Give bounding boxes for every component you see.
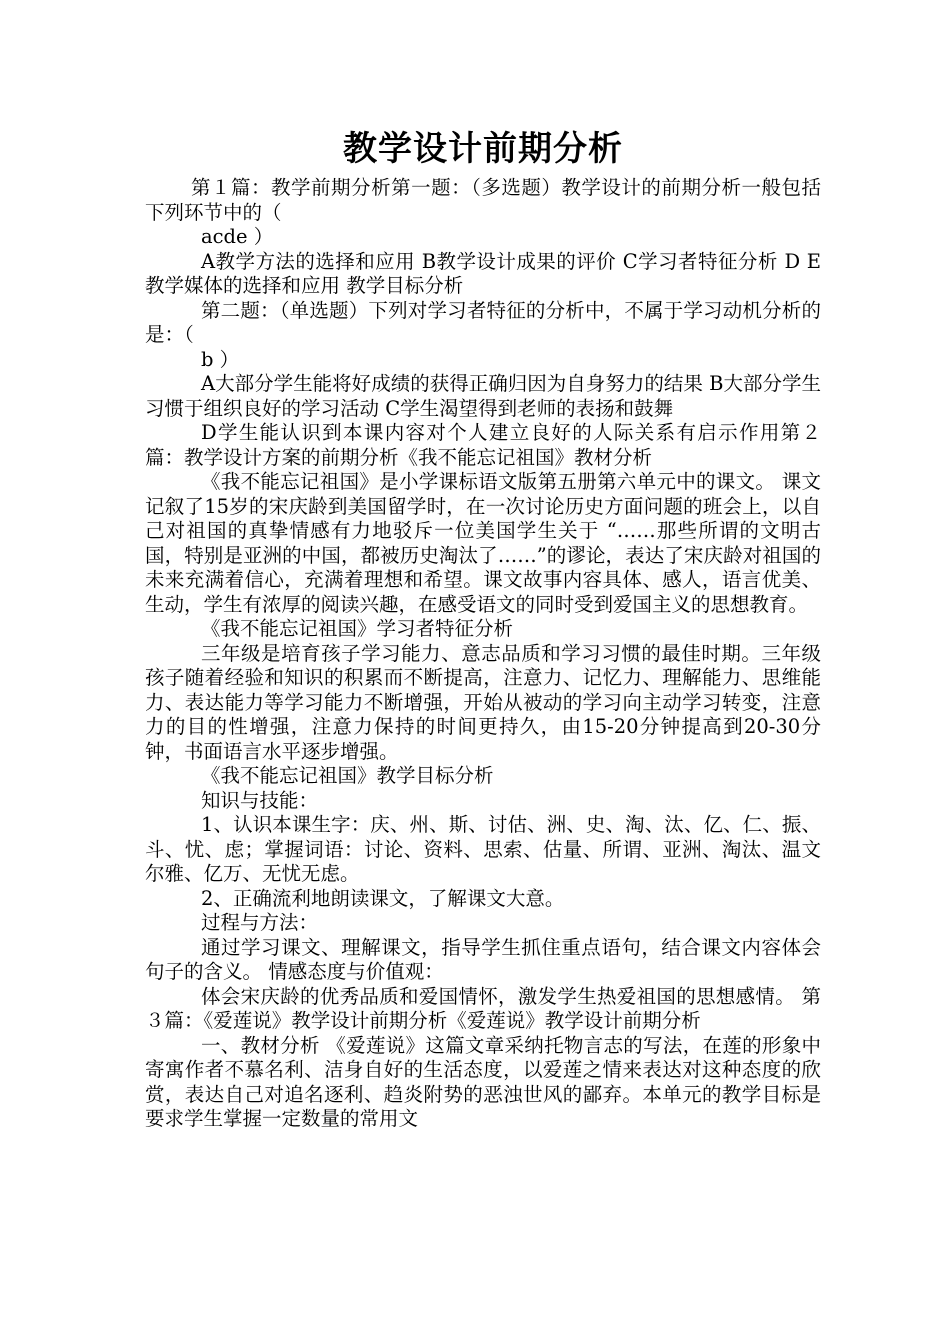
paragraph: 第１篇：教学前期分析第一题：（多选题）教学设计的前期分析一般包括下列环节中的（ — [145, 176, 821, 224]
paragraph: b ） — [201, 347, 240, 371]
paragraph: 《我不能忘记祖国》是小学课标语文版第五册第六单元中的课文。 课文记叙了15岁的宋庆龄到美国留学时，在一次讨论历史方面问题的班会上，以自己对祖国的真挚情感有力地驳斥一位美国学生关于 “……那些所谓的文明古国，特别是亚洲的中国，都被历史淘汰了……”的谬论，表达了宋庆龄对祖国的未来充满着信心，充满着理想和希望。课文故事内容具体、感人，语言优美、生动，学生有浓厚的阅读兴趣，在感受语文的同时受到爱国主义的思想教育。 — [145, 470, 821, 616]
paragraph: 体会宋庆龄的优秀品质和爱国情怀，激发学生热爱祖国的思想感情。 第３篇：《爱莲说》教学设计前期分析《爱莲说》教学设计前期分析 — [145, 984, 821, 1032]
section-heading: 知识与技能： — [201, 788, 319, 812]
section-heading: 过程与方法： — [201, 911, 319, 934]
page-title: 教学设计前期分析 — [343, 129, 623, 169]
document-page — [145, 126, 821, 1132]
paragraph: A大部分学生能将好成绩的获得正确归因为自身努力的结果 B大部分学生习惯于组织良好的学习活动 C学生渴望得到老师的表扬和鼓舞 — [145, 372, 821, 420]
paragraph: D学生能认识到本课内容对个人建立良好的人际关系有启示作用第２篇：教学设计方案的前期分析《我不能忘记祖国》教材分析 — [145, 421, 821, 469]
paragraph: acde ） — [201, 225, 274, 248]
paragraph: 1、认识本课生字：庆、州、斯、讨估、洲、史、淘、汰、亿、仁、振、斗、忧、虑；掌握词语：讨论、资料、思索、估量、所谓、亚洲、淘汰、温文尔雅、亿万、无忧无虑。 — [145, 813, 821, 885]
paragraph: 一、教材分析 《爱莲说》这篇文章采纳托物言志的写法，在莲的形象中寄寓作者不慕名利、洁身自好的生活态度，以爱莲之情来表达对这种态度的欣赏，表达自己对追名逐利、趋炎附势的恶浊世风的鄙弃。本单元的教学目标是要求学生掌握一定数量的常用文 — [145, 1033, 821, 1130]
section-heading: 《我不能忘记祖国》教学目标分析 — [201, 764, 494, 787]
paragraph: 第二题：（单选题）下列对学习者特征的分析中，不属于学习动机分析的是：（ — [145, 298, 821, 346]
paragraph: 2、正确流利地朗读课文，了解课文大意。 — [201, 886, 565, 910]
paragraph: 通过学习课文、理解课文，指导学生抓住重点语句，结合课文内容体会句子的含义。 情感态度与价值观： — [145, 935, 821, 983]
section-heading: 《我不能忘记祖国》学习者特征分析 — [201, 617, 514, 640]
paragraph: A教学方法的选择和应用 B教学设计成果的评价 C学习者特征分析 D E教学媒体的选择和应用 教学目标分析 — [145, 249, 821, 297]
paragraph: 三年级是培育孩子学习能力、意志品质和学习习惯的最佳时期。三年级孩子随着经验和知识的积累而不断提高，注意力、记忆力、理解能力、思维能力、表达能力等学习能力不断增强，开始从被动的学习向主动学习转变，注意力的目的性增强，注意力保持的时间更持久，由15-20分钟提高到20-30分钟，书面语言水平逐步增强。 — [145, 641, 821, 763]
